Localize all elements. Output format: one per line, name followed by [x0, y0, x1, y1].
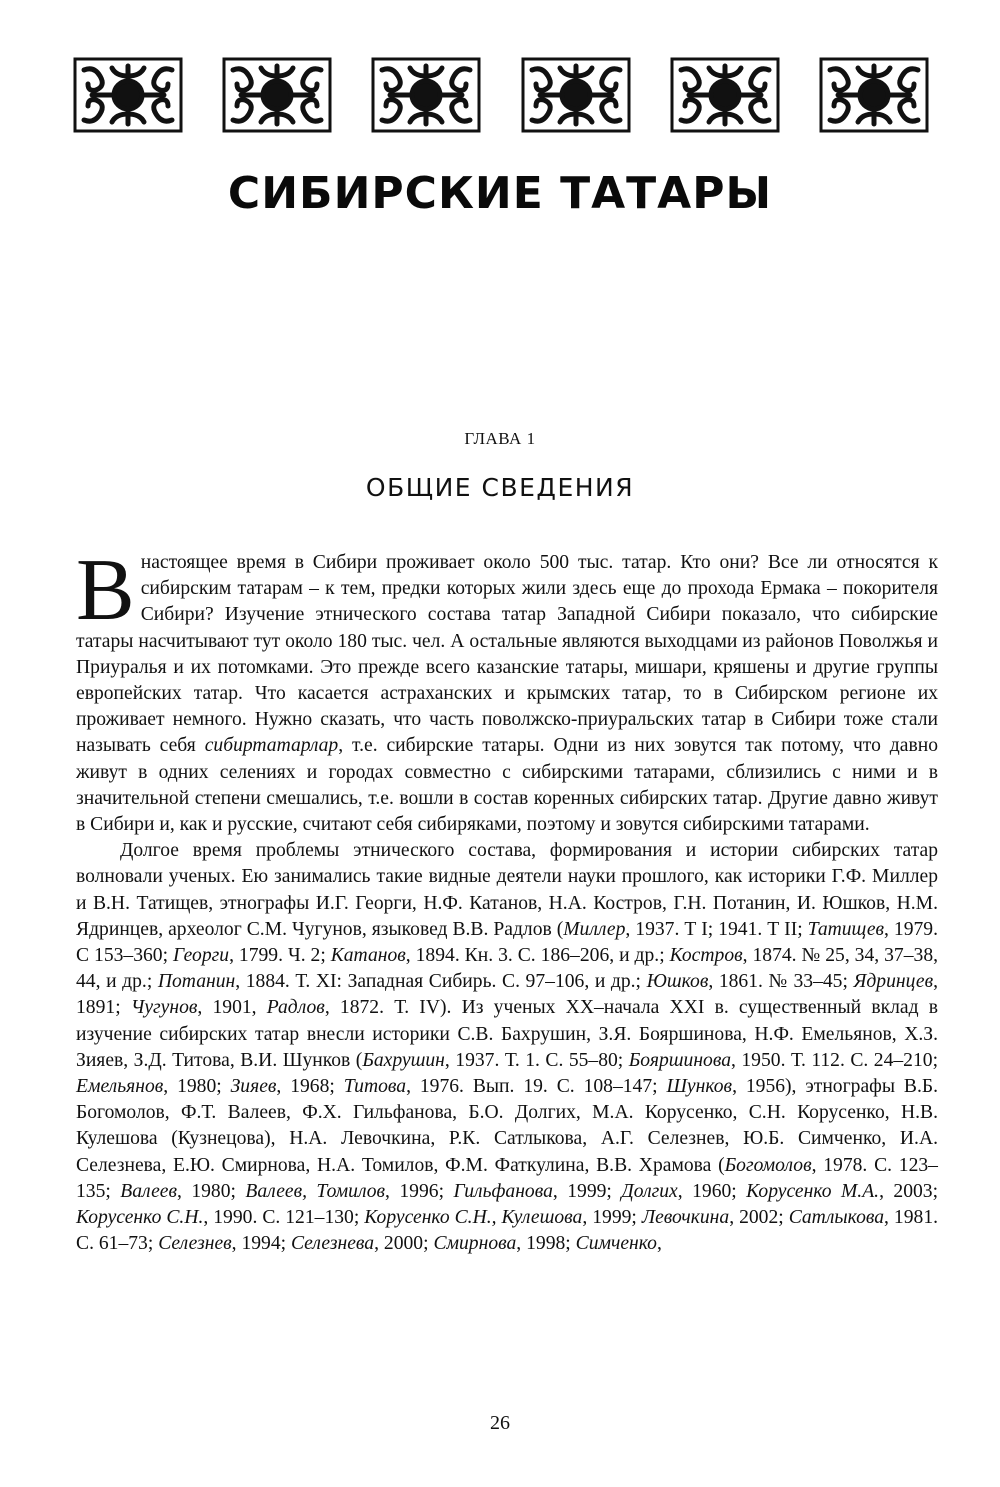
citation-author: Левочкина — [641, 1207, 730, 1229]
citation-author: Потанин — [157, 971, 236, 993]
paragraph-segment: , 1901, — [197, 997, 267, 1019]
citation-author: Гильфанова — [453, 1180, 553, 1202]
paragraph-segment: , — [656, 1233, 662, 1255]
chapter-label: ГЛАВА 1 — [464, 429, 536, 448]
ornament-band — [72, 56, 930, 134]
paragraph-segment: , 1968; — [276, 1076, 344, 1098]
ornament-icon — [72, 56, 184, 134]
citation-author: Георги — [173, 945, 230, 967]
page-number: 26 — [490, 1412, 510, 1434]
paragraph-segment: , 1998; — [516, 1233, 576, 1255]
paragraph-segment: , 2002; — [729, 1207, 789, 1229]
paragraph-segment: , 1872. Т. IV). Из ученых XX–начала XXI в. существенный вклад в изучение сибирских татар внесли историки С.В. Бахрушин, З.Я. Бояршинова, Н.Ф. Емельянов, Х.З. Зияев, З.Д. Титова, В.И. Шунков ( — [76, 997, 939, 1071]
paragraph-segment: , 1978. С. 123–135; — [76, 1154, 938, 1202]
citation-author: Валеев, Томилов — [245, 1180, 386, 1202]
paragraph-segment: , 1980; — [176, 1180, 246, 1202]
citation-author: Зияев — [230, 1076, 277, 1098]
paragraph-segment: , 1956), этнографы В.Б. Богомолов, Ф.Т. Валеев, Ф.Х. Гильфанова, Б.О. Долгих, М.А. Корусенко, С.Н. Корусенко, Н.В. Кулешова (Кузнецова), Н.А. Левочкина, Р.К. Сатлыкова, А.Г. Селезнев, Ю.Б. Симченко, И.А. Селезнева, Е.Ю. Смирнова, Н.А. Томилов, Ф.М. Фаткулина, В.В. Храмова ( — [76, 1076, 939, 1176]
citation-author: Селезнев — [158, 1233, 232, 1255]
ornament-icon — [221, 56, 333, 134]
paragraph-segment: , 1799. Ч. 2; — [229, 945, 331, 967]
paragraph-segment: , 1894. Кн. 3. С. 186–206, и др.; — [405, 945, 670, 967]
ornament-icon — [818, 56, 930, 134]
citation-author: Селезнева — [290, 1233, 375, 1255]
paragraph-text: настоящее время в Сибири проживает около 500 тыс. татар. Кто они? Все ли относятся к сибирским татарам – к тем, предки которых жили здесь еще до прохода Ермака – покорителя Сибири? Изучение этнического состава татар Западной Сибири показало, что сибирские татары насчитывают тут около 180 тыс. чел. А остальные являются выходцами из районов Поволжья и Приуралья и их потомками. Это прежде всего казанские татары, мишари, кряшены и другие группы европейских татар. Что касается астраханских и крымских татар, то в Сибирском регионе их проживает немного. Нужно сказать, что часть поволжско-приуральских татар в Сибири тоже стали называть себя — [76, 552, 938, 757]
citation-author: Корусенко С.Н., Кулешова — [364, 1207, 583, 1229]
citation-author: Бояршинова — [628, 1049, 732, 1071]
paragraph-segment: , 1937. Т. 1. С. 55–80; — [444, 1049, 629, 1071]
chapter-title: ОБЩИЕ СВЕДЕНИЯ — [365, 473, 635, 502]
paragraph-2 — [76, 838, 938, 1257]
citation-author: Валеев — [120, 1180, 177, 1202]
paragraph-segment: , 1950. Т. 112. С. 24–210; — [731, 1049, 939, 1071]
citation-author: Бахрушин — [362, 1049, 445, 1071]
paragraph-segment: , 2003; — [879, 1180, 939, 1202]
paragraph-segment: , 1994; — [231, 1233, 291, 1255]
citation-author: Корусенко М.А. — [746, 1180, 880, 1202]
citation-author: Титова — [343, 1076, 407, 1098]
citation-author: Богомолов — [724, 1154, 812, 1176]
paragraph-segment: , 1980; — [163, 1076, 231, 1098]
citation-author: Ядринцев — [853, 971, 934, 993]
citation-author: Шунков — [666, 1076, 733, 1098]
paragraph-segment: , 1891; — [76, 971, 938, 1019]
citation-author: Юшков — [646, 971, 709, 993]
citation-author: Миллер — [563, 918, 626, 940]
paragraph-segment: , 1999; — [582, 1207, 642, 1229]
paragraph-segment: , 1979. С 153–360; — [76, 918, 938, 967]
citation-author: Радлов — [266, 997, 325, 1019]
citation-author: Татищев — [807, 918, 885, 940]
drop-cap: В — [76, 542, 135, 639]
paragraph-segment: , 1996; — [385, 1180, 454, 1202]
paragraph-segment: , 1861. № 33–45; — [708, 971, 854, 993]
paragraph-segment: , 1874. № 25, 34, 37–38, 44, и др.; — [76, 945, 939, 993]
paragraph-segment: , 1937. Т I; 1941. Т II; — [625, 918, 808, 940]
citation-author: Симченко — [575, 1233, 657, 1255]
paragraph-1 — [76, 542, 938, 838]
paragraph-segment: , 1981. С. 61–73; — [76, 1207, 939, 1255]
ornament-icon — [370, 56, 482, 134]
ornament-icon — [669, 56, 781, 134]
citation-author: Емельянов — [76, 1076, 164, 1098]
citation-author: Сатлыкова — [788, 1207, 885, 1229]
paragraph-segment: , 1999; — [552, 1180, 622, 1202]
paragraph-segment: , 2000; — [374, 1233, 434, 1255]
citation-author: Катанов — [330, 945, 406, 967]
citation-author: Корусенко С.Н. — [76, 1207, 204, 1229]
citation-author: Долгих — [621, 1180, 678, 1202]
paragraph-segment: , 1960; — [677, 1180, 747, 1202]
paragraph-text-end: , т.е. сибирские татары. Одни из них зовутся так потому, что давно живут в одних селениях и городах совместно с сибирскими татарами, сблизились с ними и в значительной степени смешались, т.е. вошли в состав коренных сибирских татар. Другие давно живут в Сибири и, как и русские, считают себя сибиряками, поэтому и зовутся сибирскими татарами. — [76, 735, 938, 836]
page-title: СИБИРСКИЕ ТАТАРЫ — [227, 168, 773, 219]
citation-author: Чугунов — [130, 997, 198, 1019]
paragraph-segment: , 1976. Вып. 19. С. 108–147; — [406, 1076, 667, 1098]
paragraph-segment: , 1884. Т. XI: Западная Сибирь. С. 97–106, и др.; — [235, 971, 647, 993]
citation-author: Смирнова — [433, 1233, 517, 1255]
italic-term: сибиртатарлар — [204, 735, 339, 757]
ornament-icon — [520, 56, 632, 134]
citation-author: Костров — [669, 945, 743, 967]
paragraph-segment: Долгое время проблемы этнического состава, формирования и истории сибирских татар волновали ученых. Ею занимались такие видные деятели науки прошлого, как историки Г.Ф. Миллер и В.Н. Татищев, этнографы И.Г. Георги, Н.Ф. Катанов, Н.А. Костров, Г.Н. Потанин, И. Юшков, Н.М. Ядринцев, археолог С.М. Чугунов, языковед В.В. Радлов ( — [76, 840, 938, 940]
body-text — [76, 542, 939, 1257]
paragraph-segment: , 1990. С. 121–130; — [203, 1207, 365, 1229]
